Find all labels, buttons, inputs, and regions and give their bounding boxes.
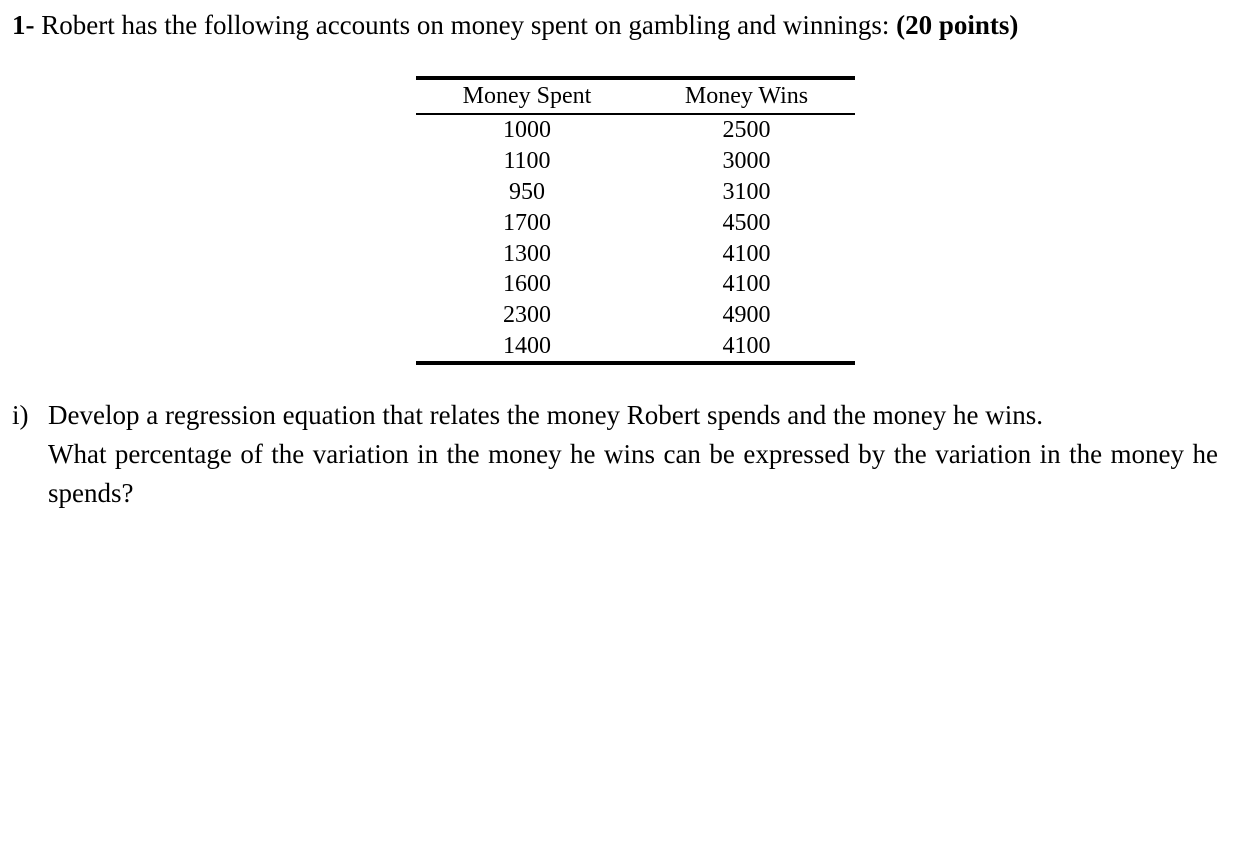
cell-money-wins: 3000 — [722, 148, 771, 175]
subquestion-marker: i) — [12, 400, 29, 430]
cell-money-wins: 4500 — [722, 209, 771, 236]
cell-money-wins: 3100 — [722, 178, 771, 205]
question-heading — [12, 8, 1018, 42]
cell-money-wins: 4900 — [722, 302, 771, 329]
cell-money-spent: 1700 — [503, 209, 551, 236]
subquestion-ii — [12, 435, 1218, 513]
cell-money-spent: 1300 — [503, 240, 551, 267]
table-header-row — [416, 78, 855, 114]
cell-money-spent: 950 — [509, 178, 545, 205]
cell-money-spent: 1000 — [503, 117, 551, 144]
table-row — [416, 331, 855, 364]
column-header-money-spent: Money Spent — [462, 83, 592, 109]
table-row — [416, 146, 855, 177]
data-table — [416, 76, 855, 365]
table-row — [416, 269, 855, 300]
column-header-money-wins: Money Wins — [684, 83, 809, 109]
question-text: Robert has the following accounts on money spent on gambling and winnings: — [41, 10, 890, 40]
question-points: (20 points) — [896, 10, 1019, 40]
cell-money-spent: 1600 — [503, 271, 551, 298]
cell-money-wins: 4100 — [722, 332, 771, 359]
subquestion-text: Develop a regression equation that relates the money Robert spends and the money he wins. — [48, 400, 1043, 430]
table-row — [416, 177, 855, 208]
table-row — [416, 114, 855, 146]
subquestion-i — [12, 396, 1218, 435]
table-row — [416, 207, 855, 238]
cell-money-spent: 2300 — [503, 302, 551, 329]
table-row — [416, 238, 855, 269]
cell-money-wins: 2500 — [722, 117, 771, 144]
cell-money-spent: 1400 — [503, 332, 551, 359]
cell-money-wins: 4100 — [722, 271, 771, 298]
table-row — [416, 300, 855, 331]
subquestion-marker — [12, 435, 48, 474]
data-table-container — [416, 76, 855, 365]
subquestion-text: What percentage of the variation in the money he wins can be expressed by the variation in the money he spends? — [48, 439, 1218, 508]
cell-money-wins: 4100 — [722, 240, 771, 267]
cell-money-spent: 1100 — [503, 148, 551, 175]
question-number: 1- — [12, 10, 35, 40]
